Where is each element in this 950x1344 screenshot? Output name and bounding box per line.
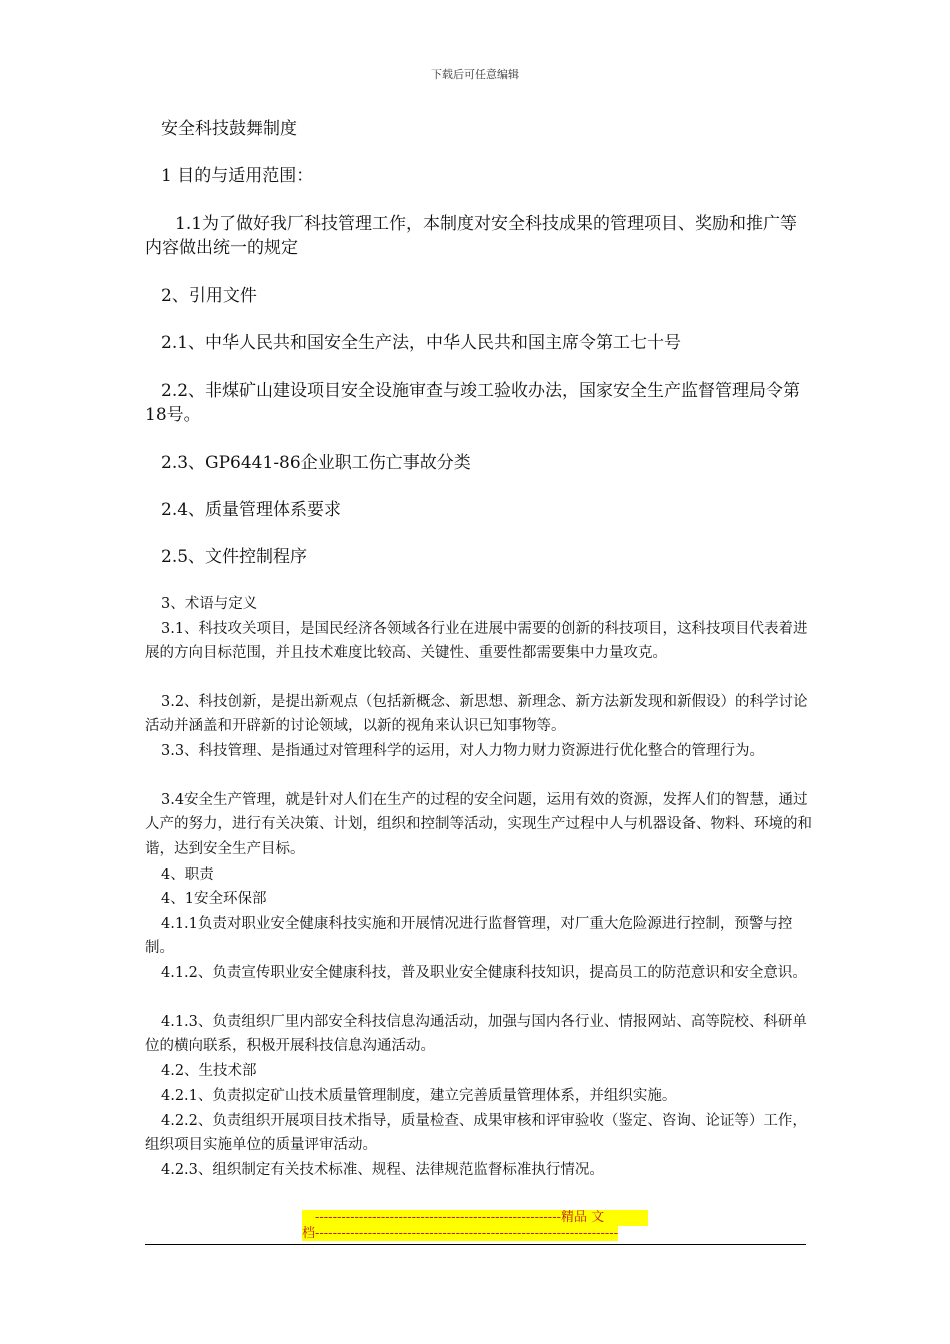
paragraph-4-1-2: 4.1.2、负责宣传职业安全健康科技，普及职业安全健康科技知识，提高员工的防范意识和安全意识。: [161, 965, 807, 981]
paragraph-2-1: 2.1、中华人民共和国安全生产法，中华人民共和国主席令第工七十号: [161, 333, 682, 353]
paragraph-3-2: 3.2、科技创新，是提出新观点（包括新概念、新思想、新理念、新方法新发现和新假设）的科学讨论活动并涵盖和开辟新的讨论领域，以新的视角来认识已知事物等。: [145, 694, 808, 735]
paragraph-3-1: 3.1、科技攻关项目，是国民经济各领域各行业在进展中需要的创新的科技项目，这科技项目代表着进展的方向目标范围，并且技术难度比较高、关键性、重要性都需要集中力量攻克。: [145, 621, 808, 662]
section-2-heading: 2、引用文件: [161, 286, 257, 306]
page-footer: [302, 1210, 648, 1242]
paragraph-4-2-3: 4.2.3、组织制定有关技术标准、规程、法律规范监督标准执行情况。: [161, 1162, 604, 1178]
paragraph-3-4: 3.4安全生产管理，就是针对人们在生产的过程的安全问题，运用有效的资源，发挥人们的智慧，通过人产的努力，进行有关决策、计划，组织和控制等活动，实现生产过程中人与机器设备、物料、环境的和谐，达到安全生产目标。: [145, 792, 812, 857]
paragraph-2-5: 2.5、文件控制程序: [161, 547, 308, 567]
paragraph-4-2-1: 4.2.1、负责拟定矿山技术质量管理制度，建立完善质量管理体系，并组织实施。: [161, 1088, 677, 1104]
paragraph-1-1: 1.1为了做好我厂科技管理工作，本制度对安全科技成果的管理项目、奖励和推广等内容做出统一的规定: [145, 214, 798, 258]
footer-line-1: --------------------------------------------------------精品 文: [315, 1210, 605, 1225]
document-title: 安全科技鼓舞制度: [161, 119, 297, 139]
paragraph-2-3: 2.3、GP6441-86企业职工伤亡事故分类: [161, 453, 471, 473]
footer-line-2: 档---------------------------------------------------------------------: [302, 1226, 619, 1241]
paragraph-4-1-1: 4.1.1负责对职业安全健康科技实施和开展情况进行监督管理，对厂重大危险源进行控制，预警与控制。: [145, 916, 793, 957]
section-3-heading: 3、术语与定义: [161, 596, 258, 612]
page-header: 下载后可任意编辑: [431, 68, 519, 81]
section-4-heading: 4、职责: [161, 867, 214, 883]
section-1-heading: 1 目的与适用范围：: [161, 166, 314, 186]
section-4-2-heading: 4.2、生技术部: [161, 1063, 257, 1079]
section-4-1-heading: 4、1安全环保部: [161, 891, 267, 907]
paragraph-4-1-3: 4.1.3、负责组织厂里内部安全科技信息沟通活动，加强与国内各行业、情报网站、高等院校、科研单位的横向联系，积极开展科技信息沟通活动。: [145, 1014, 807, 1055]
paragraph-2-2: 2.2、非煤矿山建设项目安全设施审查与竣工验收办法，国家安全生产监督管理局令第18号。: [145, 381, 801, 425]
footer-divider: [145, 1244, 806, 1245]
paragraph-3-3: 3.3、科技管理、是指通过对管理科学的运用，对人力物力财力资源进行优化整合的管理行为。: [161, 743, 765, 759]
paragraph-2-4: 2.4、质量管理体系要求: [161, 500, 342, 520]
paragraph-4-2-2: 4.2.2、负责组织开展项目技术指导，质量检查、成果审核和评审验收（鉴定、咨询、论证等）工作，组织项目实施单位的质量评审活动。: [145, 1113, 807, 1154]
